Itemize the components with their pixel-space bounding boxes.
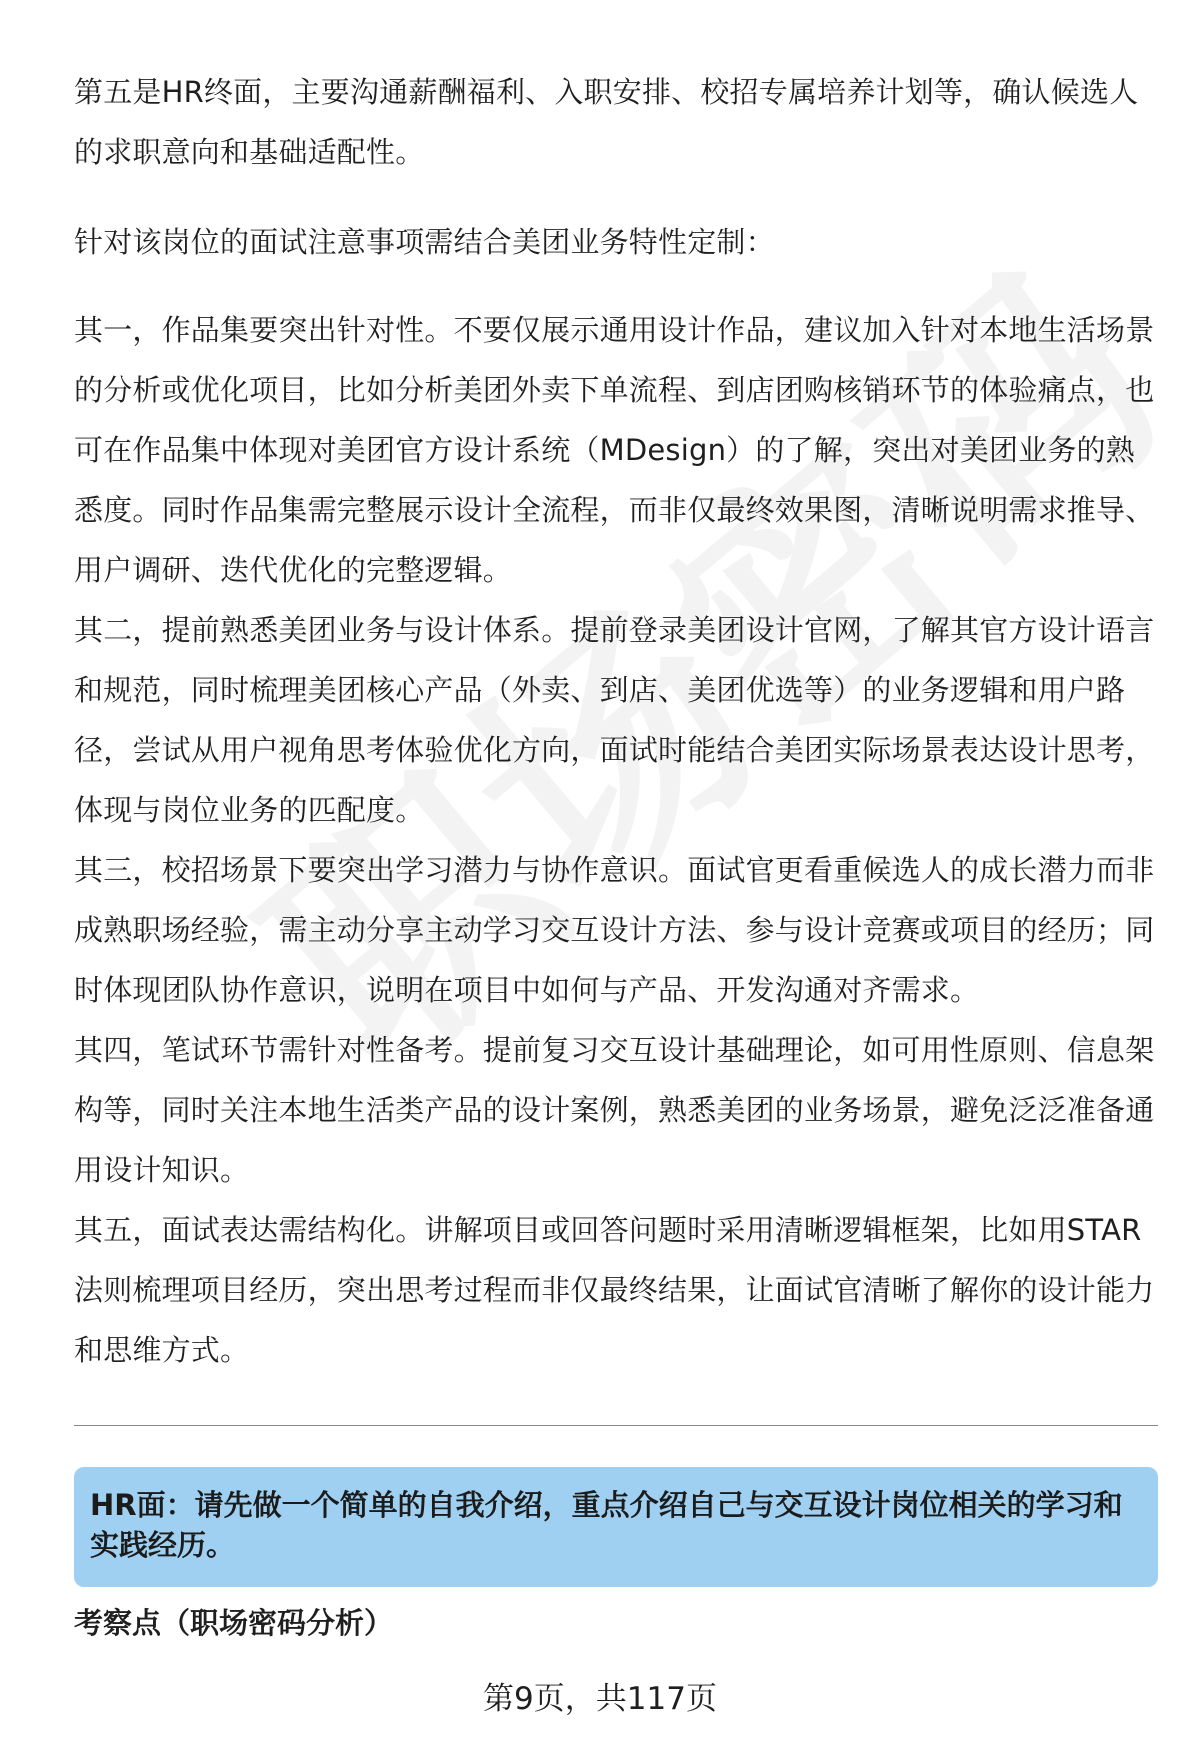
question-text: HR面：请先做一个简单的自我介绍，重点介绍自己与交互设计岗位相关的学习和实践经历。: [90, 1488, 1123, 1562]
paragraph-tip-3: 其三，校招场景下要突出学习潜力与协作意识。面试官更看重候选人的成长潜力而非成熟职场经验，需主动分享主动学习交互设计方法、参与设计竞赛或项目的经历；同时体现团队协作意识，说明在项目中如何与产品、开发沟通对齐需求。: [74, 853, 1155, 1007]
question-callout: [74, 1467, 1158, 1587]
paragraph-intro-notes: 针对该岗位的面试注意事项需结合美团业务特性定制：: [74, 225, 775, 259]
body-text: [74, 62, 1158, 1380]
paragraph-tip-1: 其一，作品集要突出针对性。不要仅展示通用设计作品，建议加入针对本地生活场景的分析或优化项目，比如分析美团外卖下单流程、到店团购核销环节的体验痛点，也可在作品集中体现对美团官方设计系统（MDesign）的了解，突出对美团业务的熟悉度。同时作品集需完整展示设计全流程，而非仅最终效果图，清晰说明需求推导、用户调研、迭代优化的完整逻辑。: [74, 313, 1155, 587]
paragraph-tip-2: 其二，提前熟悉美团业务与设计体系。提前登录美团设计官网，了解其官方设计语言和规范，同时梳理美团核心产品（外卖、到店、美团优选等）的业务逻辑和用户路径，尝试从用户视角思考体验优化方向，面试时能结合美团实际场景表达设计思考，体现与岗位业务的匹配度。: [74, 613, 1155, 827]
paragraph-hr-final-interview: 第五是HR终面，主要沟通薪酬福利、入职安排、校招专属培养计划等，确认候选人的求职意向和基础适配性。: [74, 75, 1139, 169]
paragraph-tip-4: 其四，笔试环节需针对性备考。提前复习交互设计基础理论，如可用性原则、信息架构等，同时关注本地生活类产品的设计案例，熟悉美团的业务场景，避免泛泛准备通用设计知识。: [74, 1033, 1155, 1187]
section-heading: 考察点（职场密码分析）: [74, 1606, 394, 1640]
paragraph-tip-5: 其五，面试表达需结构化。讲解项目或回答问题时采用清晰逻辑框架，比如用STAR法则梳理项目经历，突出思考过程而非仅最终结果，让面试官清晰了解你的设计能力和思维方式。: [74, 1213, 1155, 1367]
page-number: 第9页，共117页: [483, 1681, 717, 1717]
section-divider: [74, 1425, 1158, 1426]
